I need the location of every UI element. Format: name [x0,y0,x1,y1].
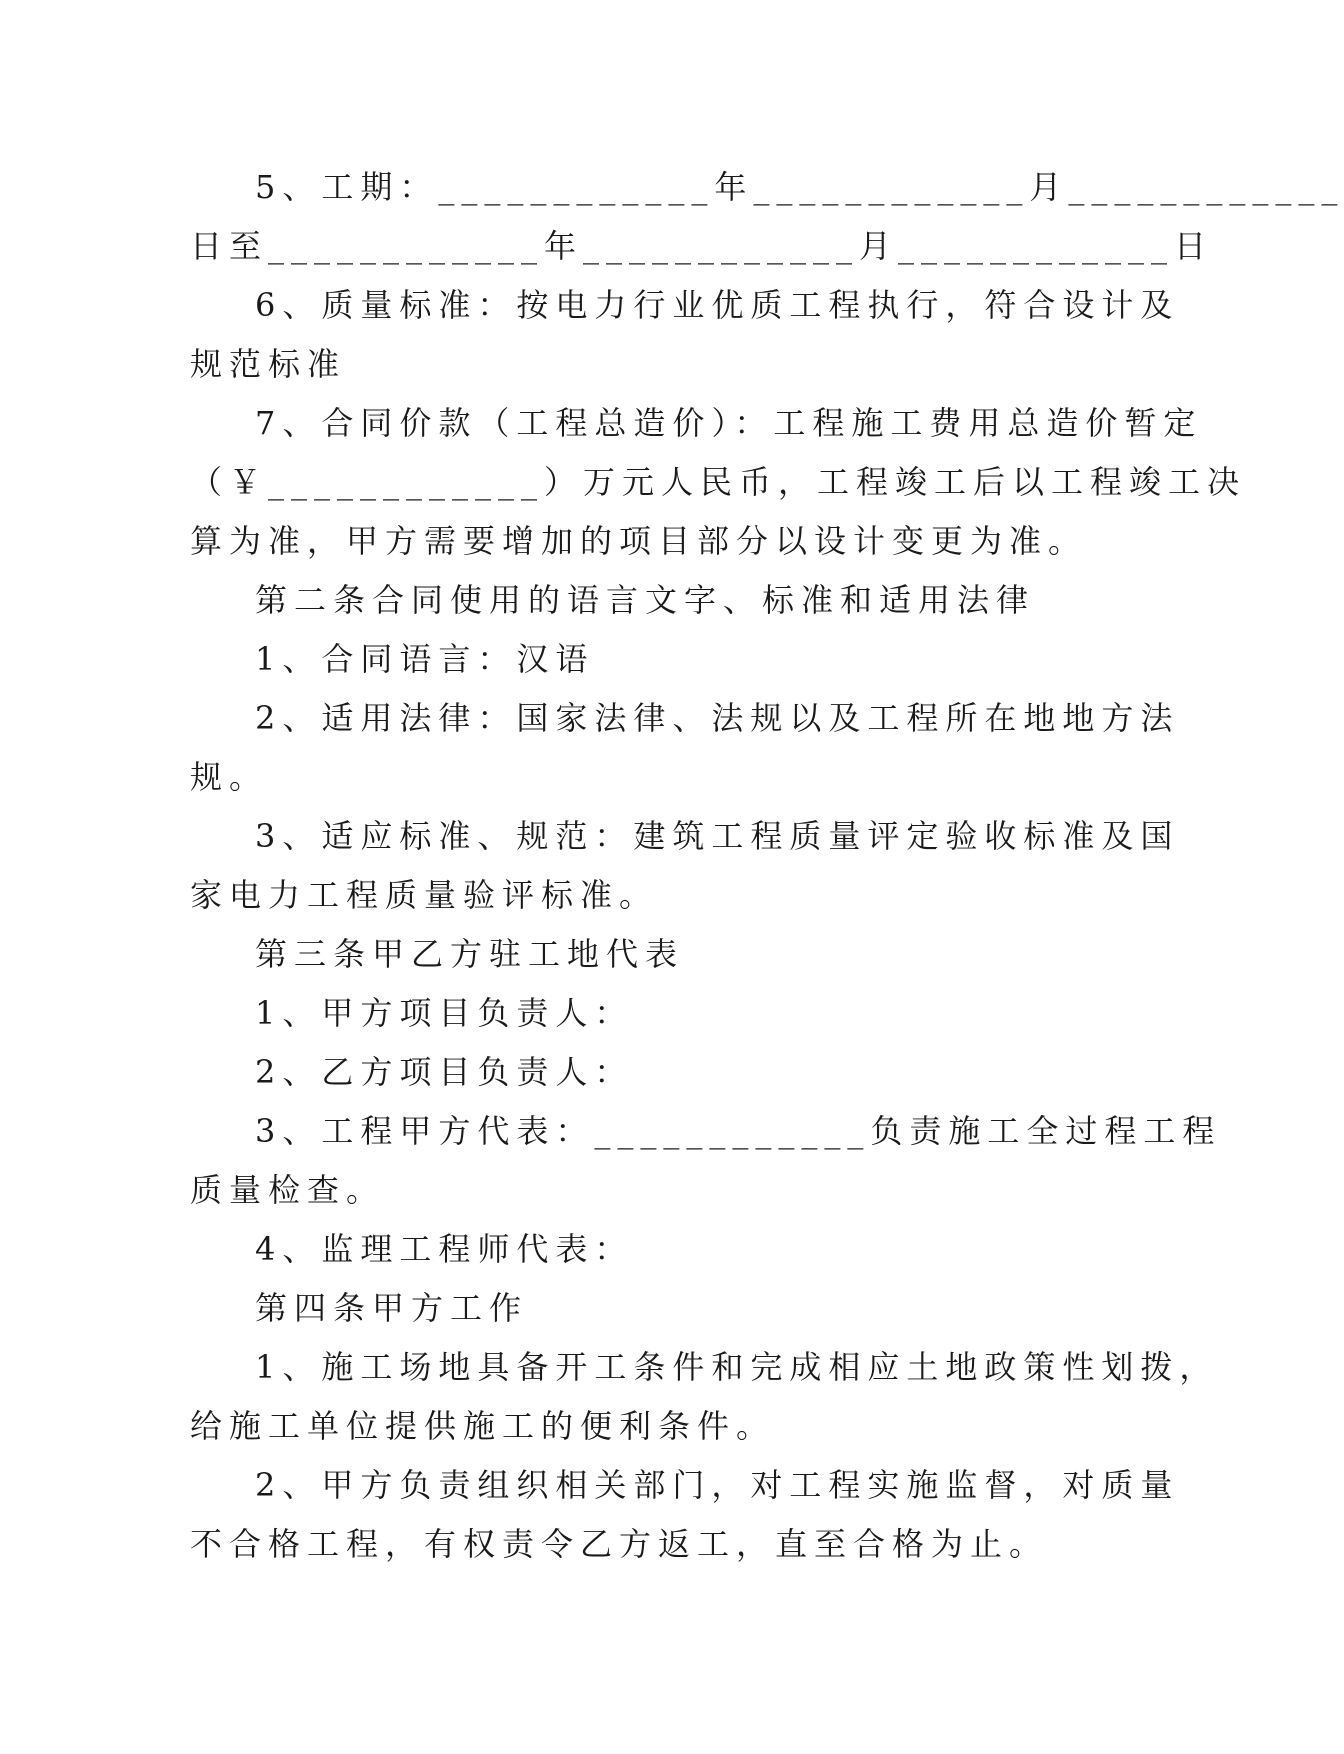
clause-6-quality: 6、质量标准：按电力行业优质工程执行，符合设计及 [255,286,1180,324]
article-2-item-3-cont: 家电力工程质量验评标准。 [190,876,659,914]
article-3-item-2: 2、乙方项目负责人： [255,1053,634,1091]
article-3-item-3-cont: 质量检查。 [190,1171,386,1209]
clause-7-price: 7、合同价款（工程总造价）：工程施工费用总造价暂定 [255,404,1203,442]
clause-5-duration-cont: 日至____________年____________月____________日 [190,227,1214,265]
article-3-item-4: 4、监理工程师代表： [255,1230,634,1268]
article-4-item-2: 2、甲方负责组织相关部门，对工程实施监督，对质量 [255,1466,1180,1504]
clause-6-quality-cont: 规范标准 [190,345,347,383]
clause-5-duration: 5、工期：____________年____________月____________ [255,168,1344,206]
article-2-item-2: 2、适用法律：国家法律、法规以及工程所在地地方法 [255,699,1180,737]
article-2-item-3: 3、适应标准、规范：建筑工程质量评定验收标准及国 [255,817,1180,855]
clause-7-price-cont-2: 算为准，甲方需要增加的项目部分以设计变更为准。 [190,522,1088,560]
article-4-heading: 第四条甲方工作 [255,1289,529,1327]
article-2-item-1: 1、合同语言：汉语 [255,640,595,678]
article-4-item-2-cont: 不合格工程，有权责令乙方返工，直至合格为止。 [190,1525,1049,1563]
article-2-heading: 第二条合同使用的语言文字、标准和适用法律 [255,581,1036,619]
article-4-item-1-cont: 给施工单位提供施工的便利条件。 [190,1407,776,1445]
article-3-heading: 第三条甲乙方驻工地代表 [255,935,685,973]
article-2-item-2-cont: 规。 [190,758,269,796]
clause-7-price-cont-1: （￥____________）万元人民币，工程竣工后以工程竣工决 [190,463,1247,501]
article-4-item-1: 1、施工场地具备开工条件和完成相应土地政策性划拨， [255,1348,1219,1386]
article-3-item-3: 3、工程甲方代表：____________负责施工全过程工程 [255,1112,1222,1150]
article-3-item-1: 1、甲方项目负责人： [255,994,634,1032]
